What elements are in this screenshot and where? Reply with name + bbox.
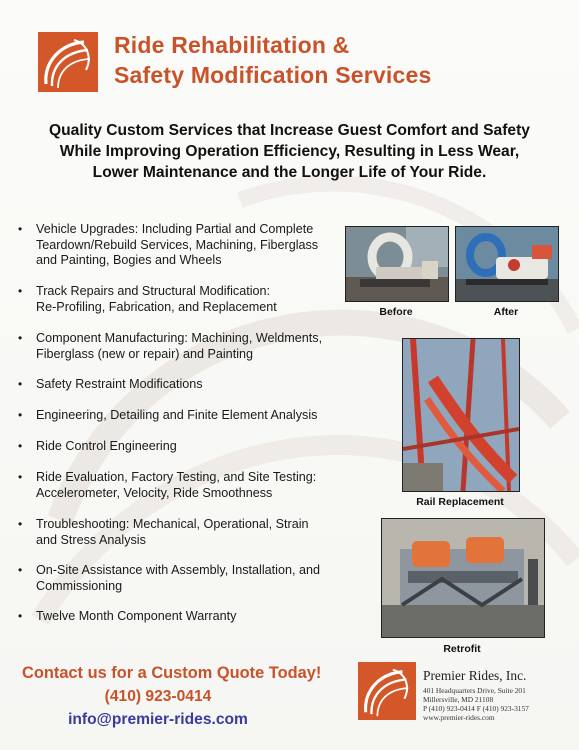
bullet: • bbox=[18, 609, 23, 623]
service-line: Track Repairs and Structural Modification: bbox=[36, 284, 271, 298]
retrofit-caption: Retrofit bbox=[443, 643, 481, 655]
title-line-1: Ride Rehabilitation & bbox=[114, 32, 350, 58]
service-line: Ride Evaluation, Factory Testing, and Site Testing: bbox=[36, 470, 317, 484]
company-address-line-2: Millersville, MD 21108 bbox=[423, 695, 494, 704]
contact-email-link[interactable]: info@premier-rides.com bbox=[68, 711, 248, 728]
tagline bbox=[14, 120, 565, 183]
tagline-line-3: Lower Maintenance and the Longer Life of Your Ride. bbox=[92, 164, 487, 181]
service-line: Component Manufacturing: Machining, Weldments, bbox=[36, 331, 323, 345]
service-line: and Stress Analysis bbox=[36, 532, 146, 547]
company-phone-fax: P (410) 923-0414 F (410) 923-3157 bbox=[423, 704, 529, 713]
tagline-line-2: While Improving Operation Efficiency, Resulting in Less Wear, bbox=[59, 143, 520, 160]
title-line-2: Safety Modification Services bbox=[114, 62, 432, 88]
service-line: Re-Profiling, Fabrication, and Replacement bbox=[36, 299, 277, 314]
service-line: Engineering, Detailing and Finite Element Analysis bbox=[36, 408, 318, 422]
bullet: • bbox=[18, 408, 23, 422]
bullet: • bbox=[18, 517, 23, 531]
premier-rides-logo-icon bbox=[358, 662, 416, 720]
before-caption: Before bbox=[379, 306, 413, 318]
service-line: Fiberglass (new or repair) and Painting bbox=[36, 346, 253, 361]
service-line: Ride Control Engineering bbox=[36, 439, 177, 453]
service-line: Accelerometer, Velocity, Ride Smoothness bbox=[36, 485, 273, 500]
premier-rides-logo-icon bbox=[38, 32, 98, 92]
bullet: • bbox=[18, 331, 23, 345]
bullet: • bbox=[18, 470, 23, 484]
tagline-line-1: Quality Custom Services that Increase Guest Comfort and Safety bbox=[49, 122, 530, 139]
bullet: • bbox=[18, 377, 23, 391]
company-website-link[interactable]: www.premier-rides.com bbox=[423, 713, 495, 722]
retrofit-photo bbox=[381, 518, 545, 638]
service-line: Commissioning bbox=[36, 578, 123, 593]
company-address-line-1: 401 Headquarters Drive, Suite 201 bbox=[423, 686, 526, 695]
rail-replacement-caption: Rail Replacement bbox=[416, 496, 504, 508]
contact-cta: Contact us for a Custom Quote Today! bbox=[22, 664, 322, 682]
bullet: • bbox=[18, 563, 23, 577]
rail-replacement-photo bbox=[402, 338, 520, 492]
service-line: Safety Restraint Modifications bbox=[36, 377, 203, 391]
bullet: • bbox=[18, 222, 23, 236]
before-photo bbox=[345, 226, 449, 302]
company-name: Premier Rides, Inc. bbox=[423, 668, 527, 683]
service-line: Twelve Month Component Warranty bbox=[36, 609, 237, 623]
after-caption: After bbox=[493, 306, 519, 318]
service-line: Troubleshooting: Mechanical, Operational, Strain bbox=[36, 517, 309, 531]
contact-phone-link[interactable]: (410) 923-0414 bbox=[104, 688, 212, 705]
service-line: Vehicle Upgrades: Including Partial and Complete bbox=[36, 222, 314, 236]
service-line: On-Site Assistance with Assembly, Installation, and bbox=[36, 563, 320, 577]
bullet: • bbox=[18, 439, 23, 453]
bullet: • bbox=[18, 284, 23, 298]
after-photo bbox=[455, 226, 559, 302]
service-line: and Painting, Bogies and Wheels bbox=[36, 253, 222, 267]
page-title bbox=[114, 30, 431, 90]
service-line: Teardown/Rebuild Services, Machining, Fiberglass bbox=[36, 237, 319, 252]
